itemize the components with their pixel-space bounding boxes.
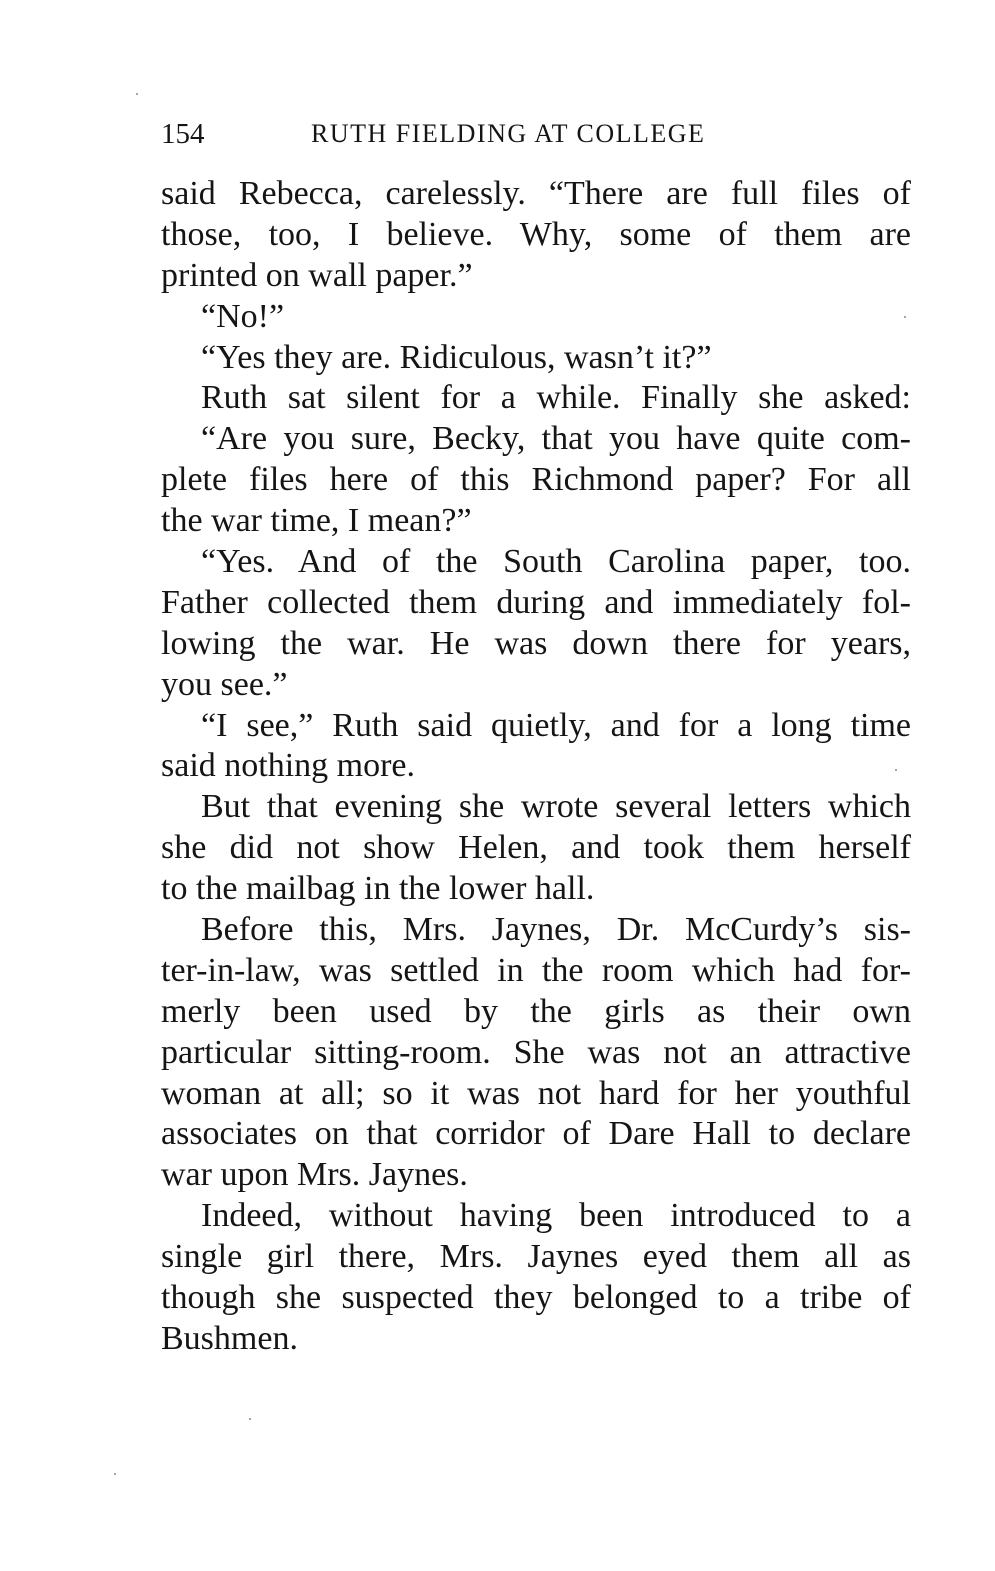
text-line: those, too, I believe. Why, some of them are: [161, 215, 911, 253]
text-line: ter-in-law, was settled in the room which had for-: [161, 951, 911, 989]
text-line: “Yes. And of the South Carolina paper, too.: [201, 543, 911, 581]
text-line: printed on wall paper.”: [161, 256, 473, 294]
scan-speck: [114, 1473, 116, 1475]
page-header: [161, 114, 911, 154]
text-line: woman at all; so it was not hard for her youthful: [161, 1074, 911, 1112]
page-number: 154: [161, 118, 205, 150]
text-line: “I see,” Ruth said quietly, and for a long time: [201, 706, 911, 744]
text-line: “Are you sure, Becky, that you have quite com-: [201, 420, 911, 458]
text-line: the war time, I mean?”: [161, 502, 472, 540]
text-line: Ruth sat silent for a while. Finally she asked:: [201, 379, 911, 417]
scan-speck: [895, 769, 897, 771]
body-text: [161, 174, 911, 1360]
text-line: Before this, Mrs. Jaynes, Dr. McCurdy’s sis-: [201, 911, 911, 949]
text-line: merly been used by the girls as their own: [161, 992, 911, 1030]
text-line: single girl there, Mrs. Jaynes eyed them all as: [161, 1238, 911, 1276]
text-line: “Yes they are. Ridiculous, wasn’t it?”: [201, 338, 712, 376]
running-head: RUTH FIELDING AT COLLEGE: [311, 119, 706, 148]
text-line: Indeed, without having been introduced to a: [201, 1197, 911, 1235]
text-line: But that evening she wrote several letters which: [201, 788, 911, 826]
scan-speck: [249, 1418, 251, 1420]
text-line: said Rebecca, carelessly. “There are full files of: [161, 175, 911, 212]
text-line: plete files here of this Richmond paper? For all: [161, 461, 911, 499]
text-line: to the mailbag in the lower hall.: [161, 870, 595, 908]
text-line: “No!”: [201, 297, 285, 335]
text-line: though she suspected they belonged to a tribe of: [161, 1279, 911, 1317]
text-line: Father collected them during and immediately fol-: [161, 583, 911, 621]
text-line: lowing the war. He was down there for years,: [161, 624, 911, 662]
text-line: particular sitting-room. She was not an attractive: [161, 1033, 911, 1071]
text-line: said nothing more.: [161, 747, 416, 785]
text-line: you see.”: [161, 665, 288, 703]
text-line: she did not show Helen, and took them herself: [161, 829, 911, 867]
text-line: Bushmen.: [161, 1319, 298, 1357]
text-line: war upon Mrs. Jaynes.: [161, 1156, 468, 1194]
scan-speck: [136, 93, 138, 95]
text-line: associates on that corridor of Dare Hall to declare: [161, 1115, 911, 1153]
scan-speck: [904, 316, 906, 318]
